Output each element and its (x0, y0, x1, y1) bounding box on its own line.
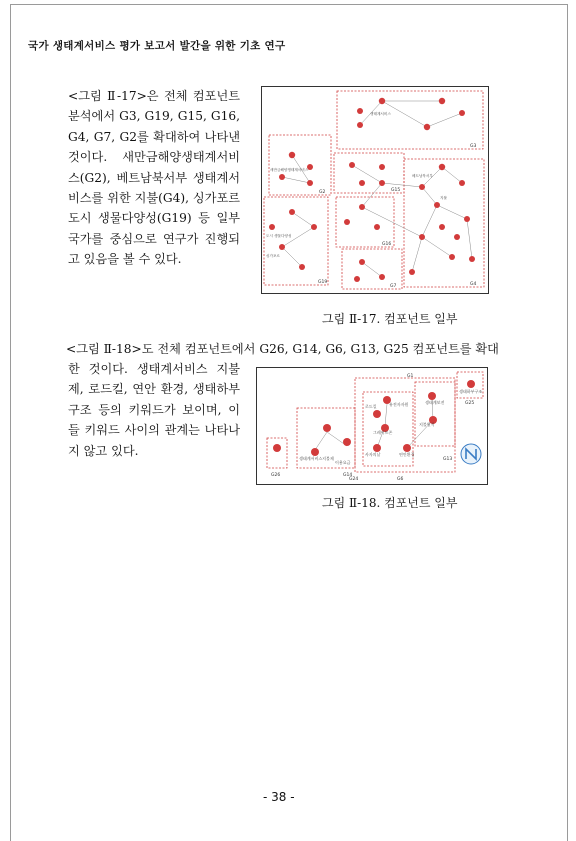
component-label: G3 (470, 144, 477, 149)
component-box (337, 91, 483, 149)
figure-17-svg (262, 87, 488, 293)
figure-17-caption: 그림 Ⅱ-17. 컴포넌트 일부 (322, 312, 458, 326)
node-label: 지불원칙 (419, 422, 435, 427)
figure-18-svg (257, 368, 487, 484)
component-label: G24 (349, 477, 359, 482)
node-label: 생태계보전 (425, 400, 445, 405)
node-label: 로드킬 (365, 404, 377, 409)
component-box (404, 159, 484, 287)
component-label: G2 (319, 190, 326, 195)
node-label: 베트남북서부 (412, 174, 433, 178)
node-label: 생태계서비스 (370, 112, 391, 116)
figure-18-network-graph (256, 367, 488, 485)
component-box (334, 153, 404, 193)
component-label: G13 (443, 457, 453, 462)
component-label: G14 (343, 473, 353, 478)
node-label: 새만금해양생태계서비스 (270, 168, 309, 172)
node-label: 생태계서비스지불제 (299, 456, 334, 461)
page-number: - 38 - (263, 790, 295, 804)
component-box (269, 135, 331, 195)
paragraph-figure18-description: 한 것이다. 생태계서비스 지불제, 로드킬, 연안 환경, 생태하부구조 등의 키워드가 보이며, 이들 키워드 사이의 관계는 나타나지 않고 있다. (68, 362, 240, 458)
component-box (415, 382, 455, 446)
running-header: 국가 생태계서비스 평가 보고서 발간을 위한 기초 연구 (28, 40, 286, 52)
paragraph-figure17-description: <그림 Ⅱ-17>은 전체 컴포넌트 분석에서 G3, G19, G15, G16, G4, G7, G2를 확대하여 나타낸 것이다. 새만금해양생태계서비스(G2), 베트남북서부 생태계서비스를 위한 지불(G4), 싱가포르 도시 생물다양성(G19) 등 일부 국가를 중심으로 연구가 진행되고 있음을 볼 수 있다. (68, 89, 240, 267)
component-label: G15 (391, 188, 401, 193)
component-label: G1 (407, 374, 414, 379)
node-label: 유전자자원 (389, 402, 409, 407)
component-label: G7 (390, 284, 397, 289)
node-label: 지불 (440, 196, 447, 200)
node-label: 그레이트존 (373, 430, 393, 435)
node-label: 도시 생물다양성 (266, 234, 292, 238)
component-label: G16 (382, 242, 392, 247)
component-box (264, 197, 328, 285)
component-label: G19 (318, 280, 328, 285)
node-label: 이용요금 (335, 460, 351, 465)
component-label: G6 (397, 477, 404, 482)
component-box (342, 249, 402, 289)
component-label: G4 (470, 282, 477, 287)
node-label: 연안환경 (399, 452, 415, 457)
paragraph-figure18-first-line: <그림 Ⅱ-18>도 전체 컴포넌트에서 G26, G14, G6, G13, G25 컴포넌트를 확대 (66, 342, 499, 356)
node-label: 사자의날 (365, 452, 381, 457)
component-label: G25 (465, 401, 475, 406)
figure-18-caption: 그림 Ⅱ-18. 컴포넌트 일부 (322, 496, 458, 510)
component-label: G26 (271, 473, 281, 478)
component-box (267, 438, 287, 468)
figure-17-network-graph (261, 86, 489, 294)
node-label: 싱가포르 (266, 254, 280, 258)
node-label: 생태하부구조 (459, 389, 483, 394)
